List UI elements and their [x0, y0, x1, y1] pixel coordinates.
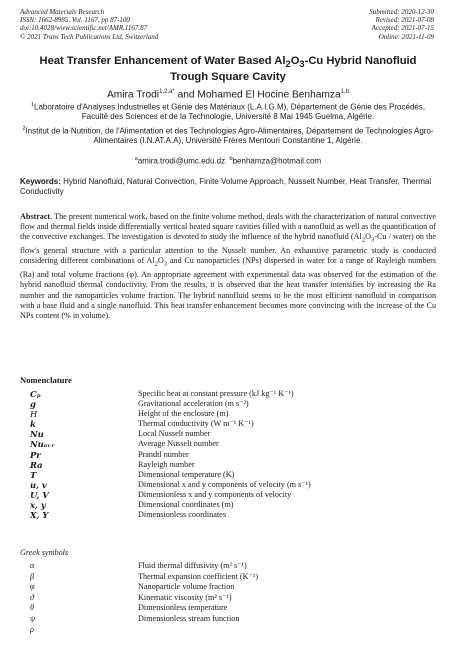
nomenclature-description: Thermal conductivity (W m⁻¹ K⁻¹)	[138, 419, 254, 429]
nomenclature-symbol: Nuₐᵥᵣ	[30, 439, 55, 450]
nomenclature-symbol: Ra	[30, 459, 43, 470]
email-a-sup: a	[134, 156, 138, 162]
greek-symbol: ϑ	[30, 592, 35, 602]
greek-description: Thermal expansion coefficient (K⁻¹)	[138, 571, 259, 581]
email-b-sup: b	[229, 156, 233, 162]
abstract-text-3: -Cu / water) on the flow's general structure with a particular attention to the Nusselt number. An exhaustive parametric study is conducted considering different combinations of Al	[20, 232, 436, 266]
author-1: Amira Trodi	[106, 89, 160, 101]
abstract-sub-2: 3	[370, 237, 375, 245]
online-date: Online: 2021-11-09	[378, 32, 434, 41]
nomenclature-description: Dimensionless x and y components of velocity	[138, 489, 292, 499]
greek-symbol: β	[30, 571, 35, 581]
abstract-text-2: O	[365, 232, 371, 242]
affiliation-2-sup: 2	[22, 126, 26, 132]
nomenclature-symbol: k	[30, 419, 36, 430]
nomenclature-row	[20, 389, 440, 399]
nomenclature-list	[20, 389, 440, 520]
nomenclature-description: Prandtl number	[138, 449, 189, 459]
nomenclature-row	[20, 419, 440, 429]
abstract-sub-3: 2	[154, 261, 158, 269]
greek-symbol: ψ	[30, 613, 36, 623]
affiliation-1	[20, 101, 436, 122]
nomenclature-row	[20, 399, 440, 409]
greek-row	[20, 603, 440, 614]
greek-description: Dimensionless temperature	[138, 603, 228, 613]
greek-row	[20, 561, 440, 572]
greek-symbol: θ	[30, 603, 35, 613]
title-sub2: 2	[285, 59, 291, 70]
nomenclature-symbol: Cₚ	[30, 389, 41, 399]
nomenclature-symbol: H	[30, 409, 38, 420]
nomenclature-description: Average Nusselt number	[138, 439, 219, 449]
nomenclature-description: Dimensional x and y components of velocity (m s⁻¹)	[138, 479, 311, 489]
nomenclature-row	[20, 510, 440, 520]
keywords-text: Hybrid Nanofluid, Natural Convection, Finite Volume Approach, Nusselt Number, Heat Transfer, Thermal Conductivity	[20, 177, 432, 196]
issn-line: ISSN: 1662-8985, Vol. 1167, pp 87-100	[20, 16, 130, 25]
nomenclature-description: Local Nusselt number	[138, 429, 211, 439]
greek-description: Dimensionless stream function	[138, 613, 240, 623]
doi-line: doi:10.4028/www.scientific.net/AMR.1167.87	[20, 24, 148, 33]
nomenclature-description: Specific heat at constant pressure (kJ kg⁻¹ K⁻¹)	[138, 389, 294, 398]
nomenclature-description: Height of the enclosure (m)	[138, 409, 229, 419]
submitted-date: Submitted: 2020-12-30	[369, 8, 434, 16]
nomenclature-symbol: T	[30, 469, 37, 480]
copyright-line: © 2021 Trans Tech Publications Ltd, Switzerland	[20, 32, 159, 41]
nomenclature-symbol: Pr	[30, 449, 41, 460]
greek-symbol: α	[30, 561, 35, 570]
dates-header	[369, 8, 434, 41]
author-2-sup: 1,b	[340, 89, 350, 95]
nomenclature-symbol: g	[30, 399, 36, 410]
nomenclature-row	[20, 480, 440, 490]
nomenclature-row	[20, 470, 440, 480]
greek-symbols-list	[20, 561, 440, 635]
greek-row	[20, 614, 440, 625]
greek-symbols-title: Greek symbols	[20, 548, 69, 557]
author-line	[20, 86, 436, 101]
nomenclature-row	[20, 490, 440, 500]
nomenclature-description: Rayleigh number	[138, 459, 195, 469]
affiliation-1-text: Laboratoire d'Analyses Industrielles et Génie des Matériaux (L.A.I.G.M), Département de Génie des Procédés, Faculté des Sciences et de la Technologie, Université 8 Mai 1945 Guelma, Algérie.	[34, 102, 426, 122]
abstract-text-1: . The present numerical work, based on the finite volume method, deals with the characterization of natural convective flow and thermal fields inside differentially vertical heated square cavities filled with a nanofluid as well as the quantification of the convective exchanges. The investigation is devoted to study the influence of the hybrid nanofluid (Al	[20, 212, 436, 242]
nomenclature-symbol: u, v	[30, 479, 47, 490]
nomenclature-symbol: x, y	[30, 500, 46, 511]
affiliation-2	[20, 125, 436, 146]
nomenclature-symbol: Nu	[30, 429, 44, 440]
abstract-sub-4: 3	[163, 261, 168, 269]
email-b[interactable]: benhamza@hotmail.com	[232, 156, 322, 166]
nomenclature-description: Gravitational acceleration (m s⁻²)	[138, 399, 249, 409]
nomenclature-row	[20, 429, 440, 439]
nomenclature-row	[20, 500, 440, 510]
nomenclature-symbol: X, Y	[30, 510, 49, 521]
greek-row	[20, 625, 440, 636]
title-mid: O	[290, 55, 300, 67]
greek-description: Nanoparticle volume fraction	[138, 582, 235, 592]
greek-symbol: ρ	[30, 624, 34, 634]
greek-symbol: φ	[30, 582, 35, 592]
abstract-text-5: and Cu nanoparticles (NPs) dispersed in water for a range of Rayleigh numbers (Ra) and total volume fractions (φ). An appropriate agreement with experimental data was observed for the estimation of the hybrid nanofluid thermal conductivity. From the results, it is observed that the heat transfer intensifies by increasing the Ra number and the nanoparticles volume fraction. The hybrid nanofluid seems to be the most efficient nanofluid in comparison with a base fluid and a single nanofluid. This heat transfer enhancement becomes more convincing with the increase of the Cu NPs content (% in volume).	[20, 256, 437, 321]
email-line	[20, 155, 436, 166]
nomenclature-row	[20, 450, 440, 460]
nomenclature-row	[20, 409, 440, 419]
author-2: and Mohamed El Hocine Benhamza	[174, 89, 341, 101]
nomenclature-symbol: U, V	[30, 489, 49, 500]
affiliation-2-text: Institut de la Nutrition, de l'Alimentation et des Technologies Agro-Alimentaires, Département de Technologies Agro-Alimentaires (I.N.AT.A.A), Université Frères Mentouri Constantine 1, Algérie.	[25, 126, 434, 146]
nomenclature-row	[20, 439, 440, 449]
accepted-date: Accepted: 2021-07-15	[371, 24, 434, 33]
author-1-sup: 1,2,a*	[159, 89, 175, 95]
abstract-text-4: O	[157, 256, 164, 266]
greek-description: Fluid thermal diffusivity (m² s⁻¹)	[138, 561, 247, 570]
greek-row	[20, 582, 440, 593]
revised-date: Revised: 2021-07-08	[375, 16, 434, 25]
email-a[interactable]: amira.trodi@umc.edu.dz	[137, 156, 226, 166]
affiliation-1-sup: 1	[30, 102, 34, 108]
title-part1: Heat Transfer Enhancement of Water Based Al	[39, 55, 286, 67]
greek-row	[20, 572, 440, 583]
title-part2: -Cu Hybrid Nanofluid Trough Square Cavity	[170, 55, 417, 84]
title-sub3: 3	[299, 59, 305, 70]
abstract-label: Abstract	[20, 212, 51, 221]
journal-name: Advanced Materials Research	[20, 8, 105, 16]
abstract	[20, 212, 436, 321]
paper-title	[20, 55, 436, 84]
nomenclature-description: Dimensionless coordinates	[138, 510, 226, 520]
nomenclature-description: Dimensional temperature (K)	[138, 469, 235, 479]
keywords-label: Keywords:	[20, 177, 61, 186]
journal-header	[20, 8, 158, 41]
abstract-sub-1: 2	[361, 237, 366, 245]
greek-row	[20, 593, 440, 604]
greek-description: Kinematic viscosity (m² s⁻¹)	[138, 592, 232, 602]
nomenclature-title: Nomenclature	[20, 375, 72, 385]
nomenclature-row	[20, 460, 440, 470]
nomenclature-description: Dimensional coordinates (m)	[138, 500, 234, 510]
keywords	[20, 177, 436, 197]
